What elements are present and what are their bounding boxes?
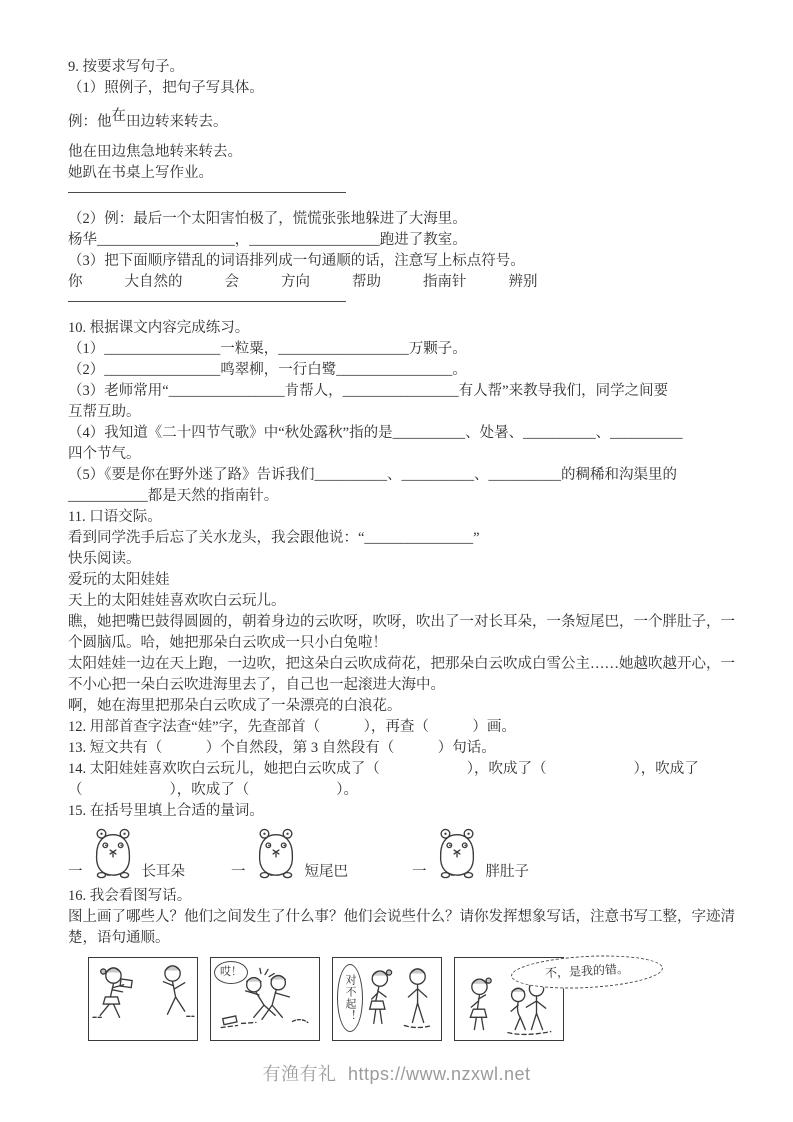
word-bank-item: 方向 [281,274,310,290]
q16-section [0,884,793,949]
measure-word-label: 短尾巴 [304,864,348,880]
measure-word-prefix: 一 [231,864,246,880]
measure-word-prefix: 一 [412,864,427,880]
divider-rule [68,293,733,318]
word-bank-row [68,272,733,293]
text-line: （2）________________鸣翠柳，一行白鹭________________。 [68,362,467,378]
text-line: 啊，她在海里把那朵白云吹成了一朵漂亮的白浪花。 [68,698,402,714]
text-line: 不小心把一朵白云吹进海里去了，自己也一起滚进大海中。 [68,677,445,693]
text-line: 她趴在书桌上写作业。 [68,165,213,181]
text-line: 他在田边焦急地转来转去。 [68,144,242,160]
footer-url: https://www.nzxwl.net [347,1064,531,1084]
text-line: 15. 在括号里填上合适的量词。 [68,803,264,819]
text-line: （3）把下面顺序错乱的词语排列成一句通顺的话，注意写上标点符号。 [68,253,525,269]
text-line: 13. 短文共有（ ）个自然段，第 3 自然段有（ ）句话。 [68,740,496,756]
comic-panel-3 [332,957,442,1041]
raised-char: 在 [111,108,126,124]
word-bank-item: 帮助 [352,274,381,290]
text-line: （1）________________一粒粟，__________________万颗子。 [68,341,467,357]
running-kids-drawing [89,958,197,1040]
text-line: 14. 太阳娃娃喜欢吹白云玩儿，她把白云吹成了（ ），吹成了（ ），吹成了 [68,761,699,777]
text-line: 12. 用部首查字法查“娃”字，先查部首（ ），再查（ ）画。 [68,719,516,735]
word-bank-item: 你 [68,274,83,290]
text-line: （ ），吹成了（ ）。 [68,782,358,798]
measure-word-item [68,826,185,880]
measure-word-label: 胖肚子 [485,864,529,880]
footer-brand: 有渔有礼 [262,1064,337,1084]
measure-word-item [231,826,348,880]
word-bank-item: 指南针 [423,274,467,290]
text-line: 9. 按要求写句子。 [68,59,184,75]
word-bank-item: 辨别 [508,274,538,290]
text-line: 快乐阅读。 [68,551,141,567]
rule-stroke [68,301,346,302]
speech-bubble: 对不起！ [337,964,363,1032]
sentence-fragment: 例：他 [68,114,112,130]
text-line: 瞧，她把嘴巴鼓得圆圆的，朝着身边的云吹呀，吹呀，吹出了一对长耳朵，一条短尾巴，一个胖肚子，一 [68,614,735,630]
word-bank-item: 会 [224,274,239,290]
text-line: 杨华___________________，__________________跑进了教室。 [68,232,467,248]
text-line: 太阳娃娃一边在天上跑，一边吹，把这朵白云吹成荷花，把那朵白云吹成白雪公主……她越吹越开心，一 [68,656,735,672]
text-line: 10. 根据课文内容完成练习。 [68,320,250,336]
speech-bubble: 不，是我的错。 [510,952,663,992]
text-line: （2）例：最后一个太阳害怕极了，慌慌张张地躲进了大海里。 [68,211,467,227]
text-line: （3）老师常用“________________肯帮人，________________有人帮”来教导我们，同学之间要 [68,383,669,399]
text-line: 互帮互助。 [68,404,141,420]
footer-credit [0,1060,793,1086]
text-line: 楚，语句通顺。 [68,930,170,946]
measure-word-prefix: 一 [68,864,83,880]
text-line: （1）照例子，把句子写具体。 [68,80,264,96]
text-line: 个圆脑瓜。哈，她把那朵白云吹成一只小白兔啦！ [68,635,387,651]
text-line: （4）我知道《二十四节气歌》中“秋处露秋”指的是__________、处暑、__________、__________ [68,425,683,441]
comic-panel-2 [210,957,320,1041]
comic-panel-4 [454,957,630,1041]
text-line: 11. 口语交际。 [68,509,162,525]
text-line: 四个节气。 [68,446,141,462]
text-line: （5）《要是你在野外迷了路》告诉我们__________、__________、__________的稠稀和沟渠里的 [68,467,677,483]
comic-panel-1 [88,957,198,1041]
text-line: 天上的太阳娃娃喜欢吹白云玩儿。 [68,593,286,609]
rule-stroke [68,192,346,193]
comic-strip [88,957,793,1041]
measure-word-item [412,826,529,880]
speech-bubble: 哎！ [214,961,248,984]
sentence-fragment: 田边转来转去。 [126,114,228,130]
text-line: ___________都是天然的指南针。 [68,488,279,504]
hamster-drawing [88,826,138,880]
text-line: 图上画了哪些人？他们之间发生了什么事？他们会说些什么？请你发挥想象写话，注意书写工整，字迹清 [68,909,735,925]
measure-word-label: 长耳朵 [141,864,185,880]
divider-rule [68,184,733,209]
example-sentence-line [68,108,733,133]
measure-word-exercise-row [68,824,793,880]
text-line: 爱玩的太阳娃娃 [68,572,170,588]
word-bank-item: 大自然的 [124,274,183,290]
hamster-drawing [432,826,482,880]
text-line: 看到同学洗手后忘了关水龙头，我会跟他说：“_______________” [68,530,480,546]
hamster-drawing [251,826,301,880]
text-line: 16. 我会看图写话。 [68,888,192,904]
